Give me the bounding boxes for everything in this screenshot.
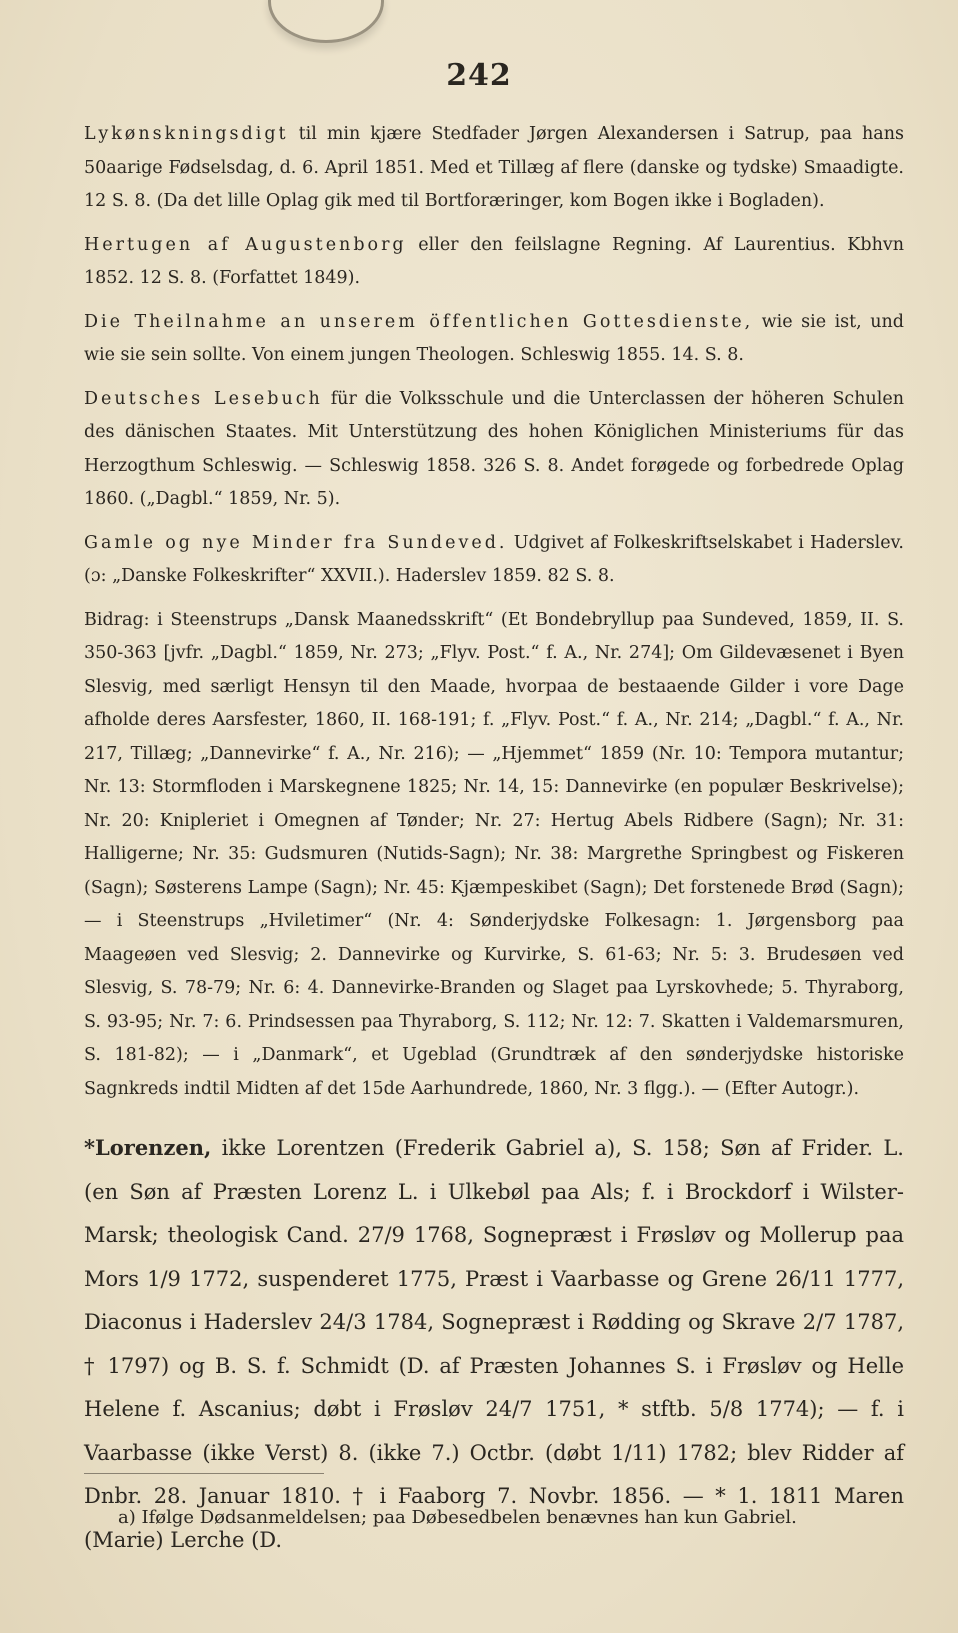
entry-text: til min kjære Stedfader Jørgen Alexandersen i Satrup, paa hans 50aarige Fødselsdag, d. 6. April 1851. Med et Tillæg af flere (danske og tydske) Smaadigte. 12 S. 8. (Da det lille Oplag gik med til Bortforæringer, kom Bogen ikke i Bogladen). [84,124,904,211]
entry-title: Deutsches Lesebuch [84,388,323,409]
bibliography-entry [84,604,904,1107]
footnote-divider [84,1473,324,1474]
entry-title: Die Theilnahme an unserem öffentlichen Gottesdienste, [84,311,754,332]
entry-title: Bidrag: [84,609,150,630]
entry-text: für die Volksschule und die Unterclassen der höheren Schulen des dänischen Staates. Mit Unterstützung des hohen Königlichen Ministeriums für das Herzogthum Schleswig. — Schleswig 1858. 326 S. 8. Andet forøgede og forbedrede Oplag 1860. („Dagbl.“ 1859, Nr. 5). [84,388,904,509]
entry-text: eller den feilslagne Regning. Af Laurentius. Kbhvn 1852. 12 S. 8. (Forfattet 1849). [84,234,904,288]
bibliography-entry [84,383,904,517]
page-number: 242 [446,58,512,93]
bibliography-entry [84,306,904,373]
entry-text: Udgivet af Folkeskriftselskabet i Haderslev. (ɔ: „Danske Folkeskrifter“ XXVII.). Haderslev 1859. 82 S. 8. [84,532,904,586]
biography-entry [84,1126,904,1562]
entry-title: Gamle og nye Minder fra Sundeved. [84,532,508,553]
entry-title: Hertugen af Augustenborg [84,234,407,255]
bibliography-entry [84,118,904,219]
biography-text: ikke Lorentzen (Frederik Gabriel a), S. 158; Søn af Frider. L. (en Søn af Præsten Lorenz L. i Ulkebøl paa Als; f. i Brockdorf i Wilster-Marsk; theologisk Cand. 27/9 1768, Sognepræst i Frøsløv og Mollerup paa Mors 1/9 1772, suspenderet 1775, Præst i Vaarbasse og Grene 26/11 1777, Diaconus i Haderslev 24/3 1784, Sognepræst i Rødding og Skrave 2/7 1787, † 1797) og B. S. f. Schmidt (D. af Præsten Johannes S. i Frøsløv og Helle Helene f. Ascanius; døbt i Frøsløv 24/7 1751, * stftb. 5/8 1774); — f. i Vaarbasse (ikke Verst) 8. (ikke 7.) Octbr. (døbt 1/11) 1782; blev Ridder af Dnbr. 28. Januar 1810. † i Faaborg 7. Novbr. 1856. — * 1. 1811 Maren (Marie) Lerche (D. [84,1136,904,1552]
entry-title: Lykønskningsdigt [84,124,289,144]
biography-headword: *Lorenzen, [84,1135,212,1160]
bibliography-entry [84,229,904,296]
paper-hole-mark [268,0,384,43]
footnote: a) Ifølge Dødsanmeldelsen; paa Døbesedbelen benævnes han kun Gabriel. [118,1507,797,1528]
entry-text: i Steenstrups „Dansk Maanedsskrift“ (Et Bondebryllup paa Sundeved, 1859, II. S. 350-363 [jvfr. „Dagbl.“ 1859, Nr. 273; „Flyv. Post.“ f. A., Nr. 274]; Om Gildevæsenet i Byen Slesvig, med særligt Hensyn til den Maade, hvorpaa de bestaaende Gilder i vore Dage afholde deres Aarsfester, 1860, II. 168-191; f. „Flyv. Post.“ f. A., Nr. 214; „Dagbl.“ f. A., Nr. 217, Tillæg; „Dannevirke“ f. A., Nr. 216); — „Hjemmet“ 1859 (Nr. 10: Tempora mutantur; Nr. 13: Stormfloden i Marskegnene 1825; Nr. 14, 15: Dannevirke (en populær Beskrivelse); Nr. 20: Knipleriet i Omegnen af Tønder; Nr. 27: Hertug Abels Ridbere (Sagn); Nr. 31: Halligerne; Nr. 35: Gudsmuren (Nutids-Sagn); Nr. 38: Margrethe Springbest og Fiskeren (Sagn); Søsterens Lampe (Sagn); Nr. 45: Kjæmpeskibet (Sagn); Det forstenede Brød (Sagn); — i Steenstrups „Hviletimer“ (Nr. 4: Sønderjydske Folkesagn: 1. Jørgensborg paa Maageøen ved Slesvig; 2. Dannevirke og Kurvirke, S. 61-63; Nr. 5: 3. Brudesøen ved Slesvig, S. 78-79; Nr. 6: 4. Dannevirke-Branden og Slaget paa Lyrskovhede; 5. Thyraborg, S. 93-95; Nr. 7: 6. Prindsessen paa Thyraborg, S. 112; Nr. 12: 7. Skatten i Valdemarsmuren, S. 181-82); — i „Danmark“, et Ugeblad (Grundtræk af den sønderjydske historiske Sagnkreds indtil Midten af det 15de Aarhundrede, 1860, Nr. 3 flgg.). — (Efter Autogr.). [84,609,904,1099]
bibliography-entry [84,527,904,594]
entry-text: wie sie ist, und wie sie sein sollte. Von einem jungen Theologen. Schleswig 1855. 14. S. 8. [84,311,904,365]
page-body [84,118,904,1583]
